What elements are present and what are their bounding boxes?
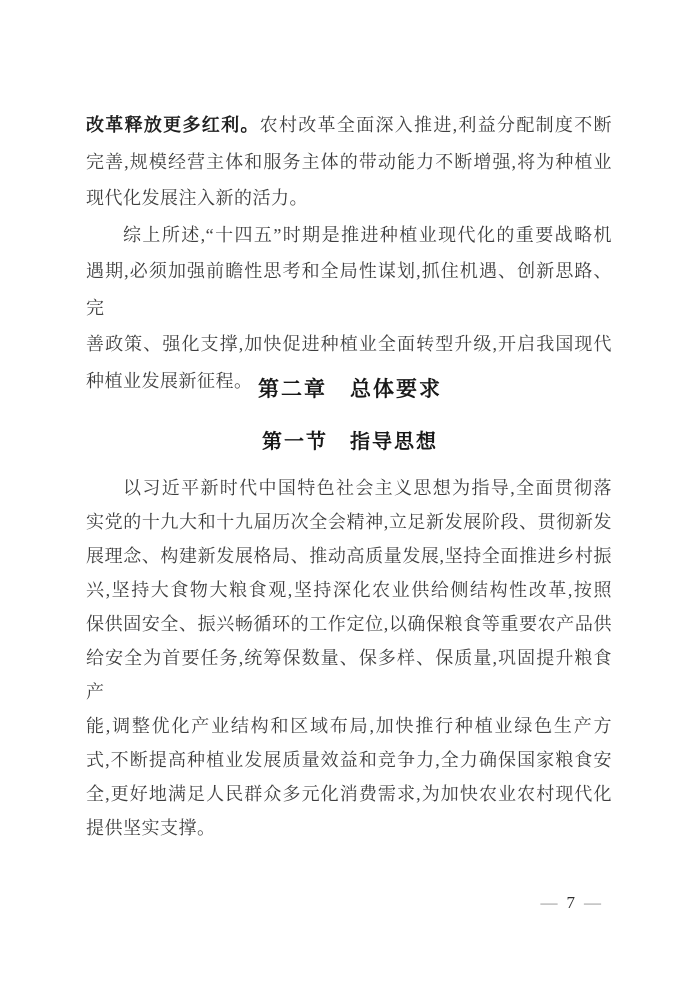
paragraph-line: 完善,规模经营主体和服务主体的带动能力不断增强,将为种植业 — [86, 151, 612, 172]
body-text-block-top — [86, 107, 612, 399]
section-heading: 第一节 指导思想 — [262, 431, 438, 453]
paragraph-line: 式,不断提高种植业发展质量效益和竞争力,全力确保国家粮食安 — [86, 750, 612, 770]
paragraph-line: 提供坚实支撑。 — [86, 818, 216, 838]
page-number: 7 — [566, 893, 575, 912]
paragraph-line: 保供固安全、振兴畅循环的工作定位,以确保粮食等重要农产品供 — [86, 614, 612, 634]
paragraph-line — [86, 107, 612, 144]
paragraph-line: 现代化发展注入新的活力。 — [86, 188, 308, 208]
bold-lead-in-phrase: 改革释放更多红利。 — [86, 115, 260, 135]
paragraph-text: 农村改革全面深入推进,利益分配制度不断 — [259, 115, 613, 135]
paragraph-line: 实党的十九大和十九届历次全会精神,立足新发展阶段、贯彻新发 — [86, 512, 612, 532]
paragraph-line: 遇期,必须加强前瞻性思考和全局性谋划,抓住机遇、创新思路、完 — [86, 261, 612, 318]
page-number-footer — [541, 892, 602, 914]
body-text-block-bottom — [86, 471, 612, 845]
paragraph-line: 以习近平新时代中国特色社会主义思想为指导,全面贯彻落 — [123, 478, 612, 498]
paragraph-line: 能,调整优化产业结构和区域布局,加快推行种植业绿色生产方 — [86, 716, 612, 736]
paragraph-line: 善政策、强化支撑,加快促进种植业全面转型升级,开启我国现代 — [86, 334, 612, 354]
paragraph-line: 给安全为首要任务,统筹保数量、保多样、保质量,巩固提升粮食产 — [86, 648, 612, 702]
paragraph-line: 综上所述,“十四五”时期是推进种植业现代化的重要战略机 — [123, 224, 612, 245]
paragraph-line: 全,更好地满足人民群众多元化消费需求,为加快农业农村现代化 — [86, 784, 612, 804]
footer-left-dash: — — [540, 893, 558, 912]
chapter-heading: 第二章 总体要求 — [258, 378, 442, 401]
paragraph-line: 展理念、构建新发展格局、推动高质量发展,坚持全面推进乡村振 — [86, 546, 612, 566]
paragraph-line: 种植业发展新征程。 — [86, 370, 253, 391]
footer-right-dash: — — [584, 893, 601, 912]
paragraph-line: 兴,坚持大食物大粮食观,坚持深化农业供给侧结构性改革,按照 — [86, 580, 612, 600]
